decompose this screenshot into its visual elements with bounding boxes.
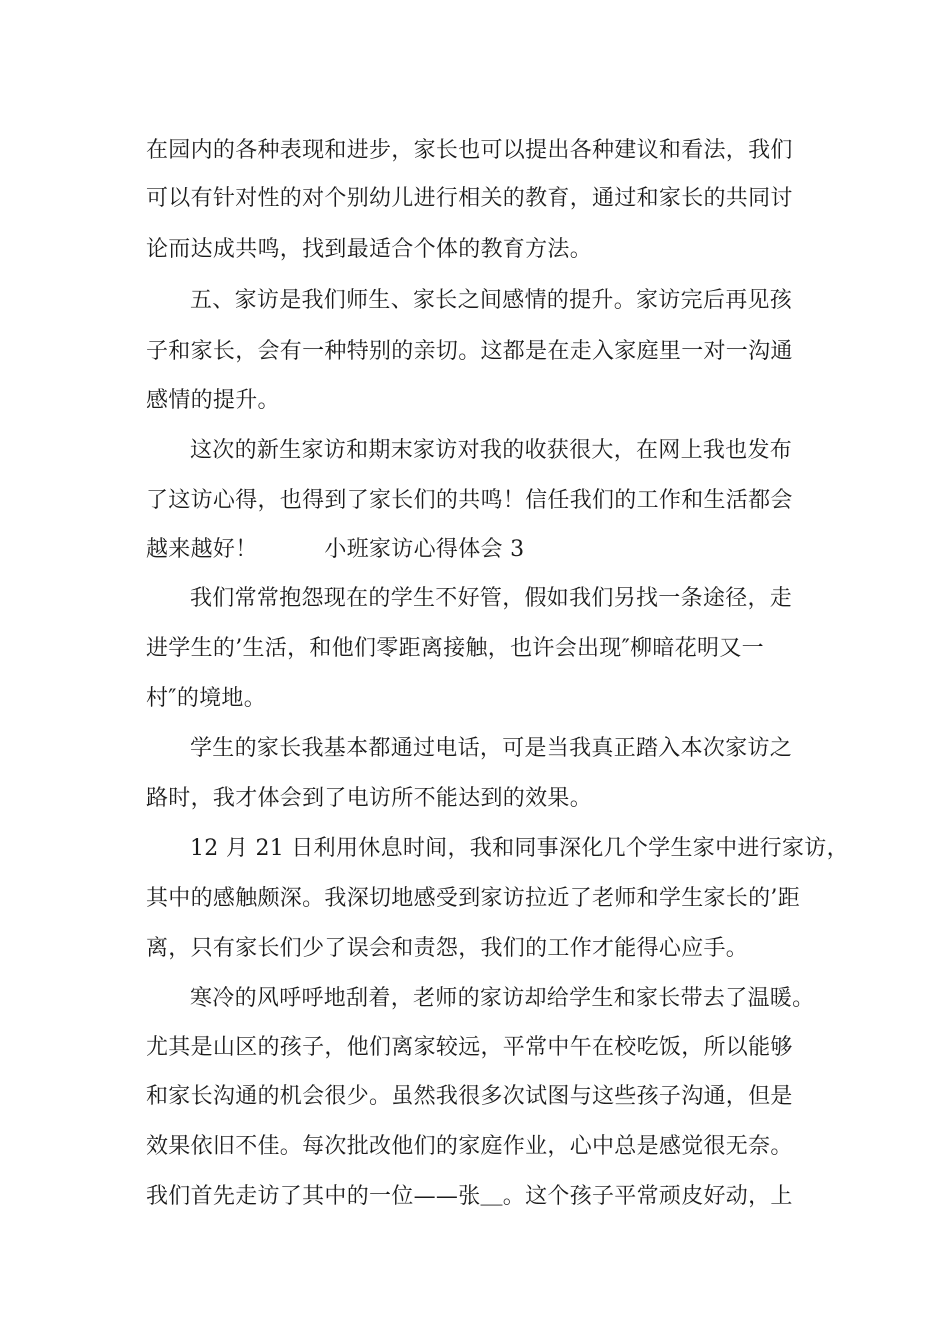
text-line: 我们首先走访了其中的一位——张＿。这个孩子平常顽皮好动，上	[146, 1184, 793, 1209]
paragraph-first-line: 12 月 21 日利用休息时间，我和同事深化几个学生家中进行家访，	[190, 836, 849, 861]
paragraph-first-line: 我们常常抱怨现在的学生不好管，假如我们另找一条途径，走	[190, 586, 793, 611]
text-line: 在园内的各种表现和进步，家长也可以提出各种建议和看法，我们	[146, 138, 793, 163]
text-line: 子和家长，会有一种特别的亲切。这都是在走入家庭里一对一沟通	[146, 339, 793, 364]
text-line: 村″的境地。	[146, 686, 267, 711]
text-line: 进学生的’生活，和他们零距离接触，也许会出现″柳暗花明又一	[146, 636, 764, 661]
paragraph-first-line: 五、家访是我们师生、家长之间感情的提升。家访完后再见孩	[190, 288, 793, 313]
paragraph-first-line: 这次的新生家访和期末家访对我的收获很大，在网上我也发布	[190, 438, 793, 463]
text-line: 感情的提升。	[146, 388, 280, 413]
text-line: 路时，我才体会到了电访所不能达到的效果。	[146, 786, 593, 811]
text-line: 了这访心得，也得到了家长们的共鸣！信任我们的工作和生活都会	[146, 488, 793, 513]
text-line: 论而达成共鸣，找到最适合个体的教育方法。	[146, 237, 593, 262]
paragraph-first-line: 学生的家长我基本都通过电话，可是当我真正踏入本次家访之	[190, 736, 793, 761]
text-line-with-heading: 越来越好！ 小班家访心得体会 3	[146, 537, 525, 562]
paragraph-first-line: 寒冷的风呼呼地刮着，老师的家访却给学生和家长带去了温暖。	[190, 986, 815, 1011]
text-line: 效果依旧不佳。每次批改他们的家庭作业，心中总是感觉很无奈。	[146, 1134, 793, 1159]
text-line: 可以有针对性的对个别幼儿进行相关的教育，通过和家长的共同讨	[146, 186, 793, 211]
text-line: 离，只有家长们少了误会和责怨，我们的工作才能得心应手。	[146, 936, 749, 961]
text-line: 尤其是山区的孩子，他们离家较远，平常中午在校吃饭，所以能够	[146, 1035, 793, 1060]
text-line: 和家长沟通的机会很少。虽然我很多次试图与这些孩子沟通，但是	[146, 1084, 793, 1109]
text-line: 其中的感触颇深。我深切地感受到家访拉近了老师和学生家长的’距	[146, 886, 800, 911]
